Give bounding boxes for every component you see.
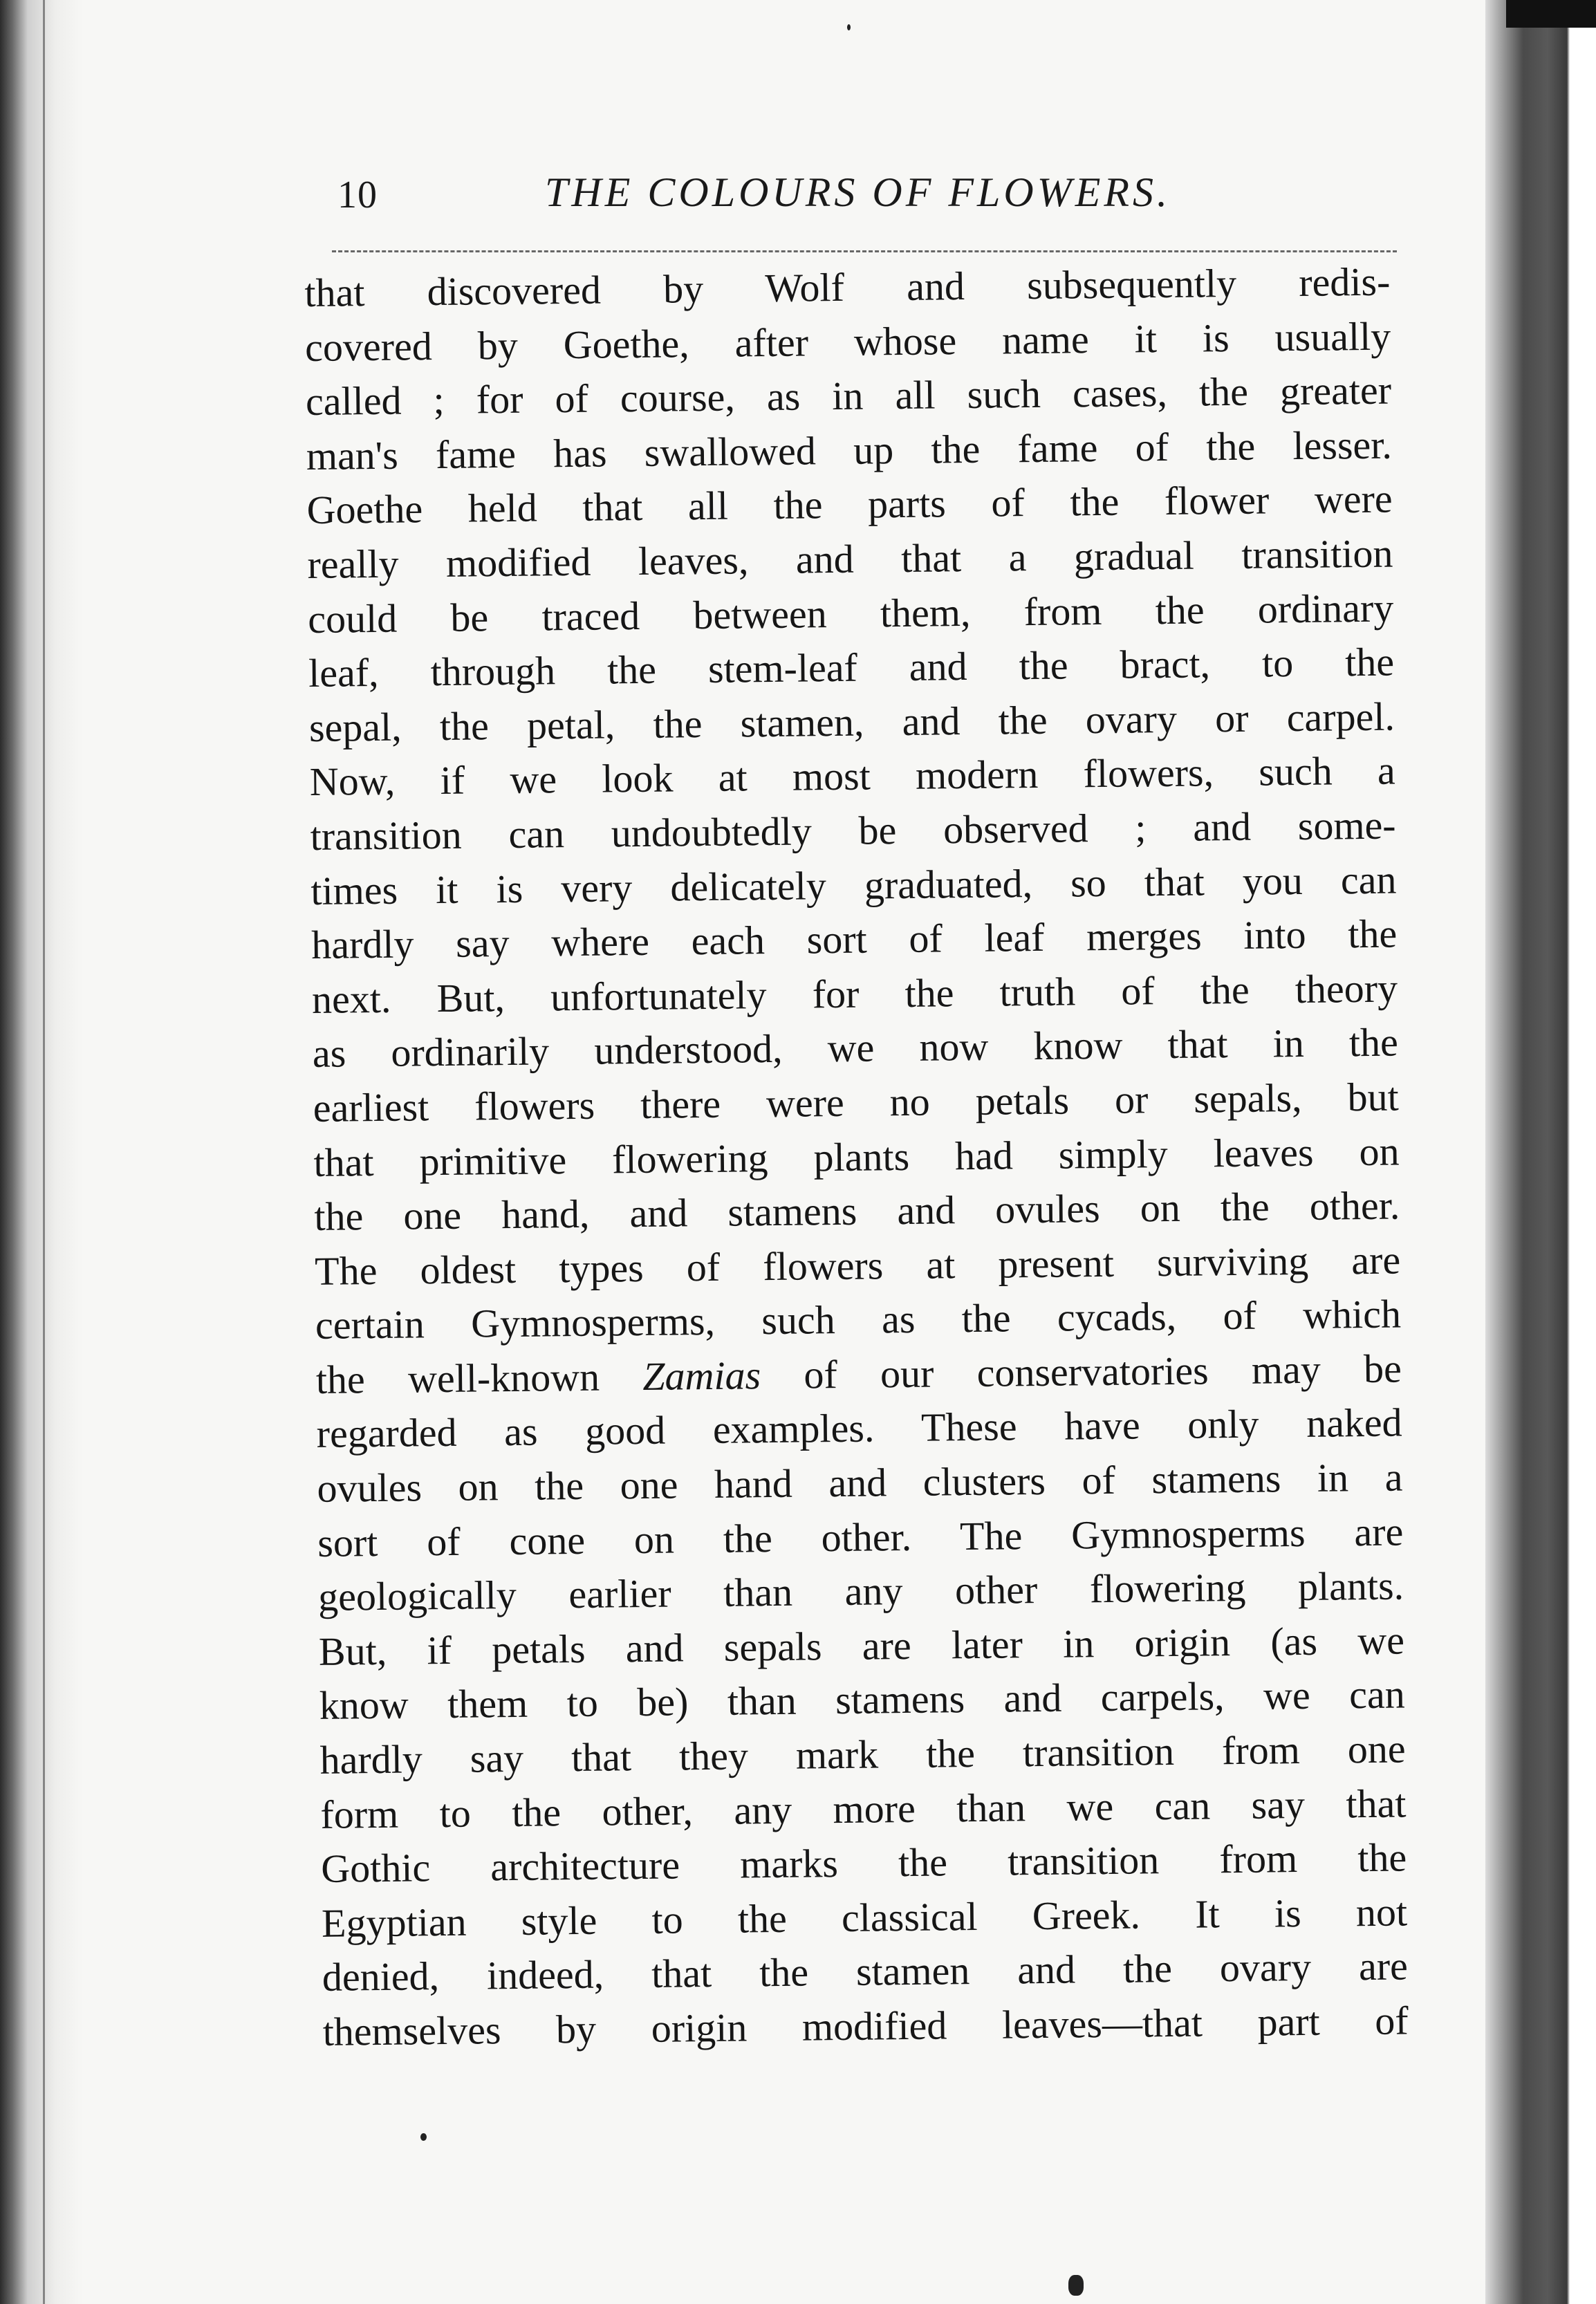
text-line: Gothic architecture marks the transition from the <box>320 1834 1407 1892</box>
text-line: covered by Goethe, after whose name it is usually <box>304 313 1391 370</box>
top-right-corner-shadow <box>1506 0 1596 28</box>
text-line: Egyptian style to the classical Greek. It is not <box>321 1889 1408 1946</box>
text-line: sort of cone on the other. The Gymnosperms are <box>317 1509 1404 1566</box>
text-line: The oldest types of flowers at present surviving are <box>314 1237 1401 1294</box>
zamias-before: the well-known <box>315 1353 643 1402</box>
page-header <box>337 166 1416 242</box>
header-rule <box>332 250 1397 252</box>
text-line: ovules on the one hand and clusters of stamens in a <box>317 1454 1403 1511</box>
text-line: geologically earlier than any other flowering plants. <box>317 1563 1404 1620</box>
text-line: certain Gymnosperms, such as the cycads, of which <box>315 1291 1402 1348</box>
text-line: hardly say that they mark the transition from one <box>319 1726 1406 1783</box>
text-line: man's fame has swallowed up the fame of the lesser. <box>306 422 1393 479</box>
left-binding-edge <box>0 0 83 2304</box>
text-line: called ; for of course, as in all such cases, the greater <box>305 367 1392 425</box>
text-line: really modified leaves, and that a gradual transition <box>307 530 1393 587</box>
text-line: know them to be) than stamens and carpels, we can <box>319 1671 1406 1729</box>
ink-speck <box>1068 2275 1084 2296</box>
ink-speck <box>847 24 851 30</box>
zamias-italic: Zamias <box>642 1353 761 1399</box>
body-text <box>304 255 1409 2060</box>
text-line: form to the other, any more than we can say that <box>320 1781 1407 1837</box>
text-line: transition can undoubtedly be observed ; and some- <box>310 802 1396 859</box>
text-line: that primitive flowering plants had simply leaves on <box>313 1128 1400 1185</box>
page-number: 10 <box>337 174 378 216</box>
text-line: themselves by origin modified leaves—that part of <box>322 1998 1409 2054</box>
text-line: Goethe held that all the parts of the flower were <box>306 476 1393 533</box>
text-line: that discovered by Wolf and subsequently redis- <box>304 259 1391 315</box>
text-line: regarded as good examples. These have only naked <box>316 1400 1402 1457</box>
text-line: denied, indeed, that the stamen and the ovary are <box>322 1943 1409 2000</box>
text-line: times it is very delicately graduated, so that you can <box>310 857 1397 913</box>
text-line: Now, if we look at most modern flowers, such a <box>309 747 1396 805</box>
running-title: THE COLOURS OF FLOWERS. <box>545 169 1171 215</box>
text-line: earliest flowers there were no petals or sepals, but <box>313 1074 1400 1131</box>
text-line: But, if petals and sepals are later in origin (as we <box>318 1617 1405 1674</box>
right-page-edge <box>1485 0 1596 2304</box>
text-line: next. But, unfortunately for the truth of the theory <box>311 965 1398 1022</box>
text-line: as ordinarily understood, we now know that in the <box>312 1019 1399 1077</box>
binding-line <box>43 0 45 2304</box>
ink-speck <box>420 2133 427 2141</box>
text-line: hardly say where each sort of leaf merges into the <box>310 911 1398 968</box>
zamias-after: of our conservatories may be <box>760 1346 1402 1398</box>
text-line: the one hand, and stamens and ovules on the other. <box>314 1182 1400 1240</box>
text-line: could be traced between them, from the ordinary <box>308 585 1394 642</box>
text-line: leaf, through the stem-leaf and the bract, to the <box>308 639 1395 696</box>
text-line: sepal, the petal, the stamen, and the ovary or carpel. <box>308 694 1395 750</box>
